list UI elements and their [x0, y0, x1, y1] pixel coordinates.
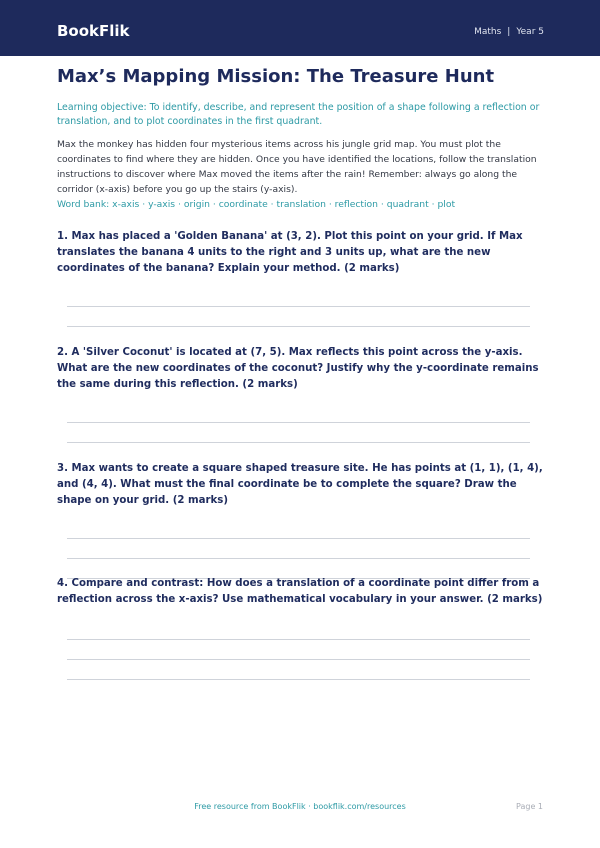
question-4: 4. Compare and contrast: How does a translation of a coordinate point differ from a reflection across the x-axis? Use mathematical vocabulary in your answer. (2 marks) [57, 578, 543, 605]
separator: | [507, 27, 511, 37]
page-number: Page 1 [516, 802, 543, 811]
question-3: 3. Max wants to create a square shaped treasure site. He has points at (1, 1), (1, 4), and (4, 4). What must the final coordinate be to complete the square? Draw the shape on your grid. (2 marks) [57, 463, 543, 506]
brand-logo[interactable]: BookFlik [57, 22, 130, 40]
learning-objective: Learning objective: To identify, describe, and represent the position of a shape following a reflection or translation, and to plot coordinates in the first quadrant. [57, 102, 540, 127]
answer-line[interactable] [67, 538, 530, 539]
word-bank: Word bank: x-axis · y-axis · origin · coordinate · translation · reflection · quadrant · plot [57, 199, 456, 210]
question-2: 2. A 'Silver Coconut' is located at (7, 5). Max reflects this point across the y-axis. What are the new coordinates of the coconut? Justify why the y-coordinate remains the same during this reflection. (2 marks) [57, 347, 539, 390]
answer-line[interactable] [67, 326, 530, 327]
answer-line[interactable] [67, 422, 530, 423]
intro-paragraph: Max the monkey has hidden four mysterious items across his jungle grid map. You must plot the coordinates to find where they are hidden. Once you have identified the locations, follow the translation instructions to discover where Max moved the items after the rain! Remember: always go along the corridor (x-axis) before you go up the stairs (y-axis). [57, 139, 537, 195]
answer-line[interactable] [67, 442, 530, 443]
answer-line[interactable] [67, 659, 530, 660]
year-label: Year 5 [516, 27, 544, 37]
answer-line[interactable] [67, 558, 530, 559]
question-1: 1. Max has placed a 'Golden Banana' at (3, 2). Plot this point on your grid. If Max translates the banana 4 units to the right and 3 units up, what are the new coordinates of the banana? Explain your method. (2 marks) [57, 231, 523, 274]
answer-line[interactable] [67, 679, 530, 680]
header-bar [0, 0, 600, 56]
page-title: Max’s Mapping Mission: The Treasure Hunt [57, 66, 495, 87]
subject-label: Maths [474, 27, 502, 37]
subject-year-label [474, 27, 544, 37]
answer-line[interactable] [67, 639, 530, 640]
footer-source-link[interactable]: Free resource from BookFlik · bookflik.com/resources [194, 802, 406, 811]
answer-line[interactable] [67, 306, 530, 307]
